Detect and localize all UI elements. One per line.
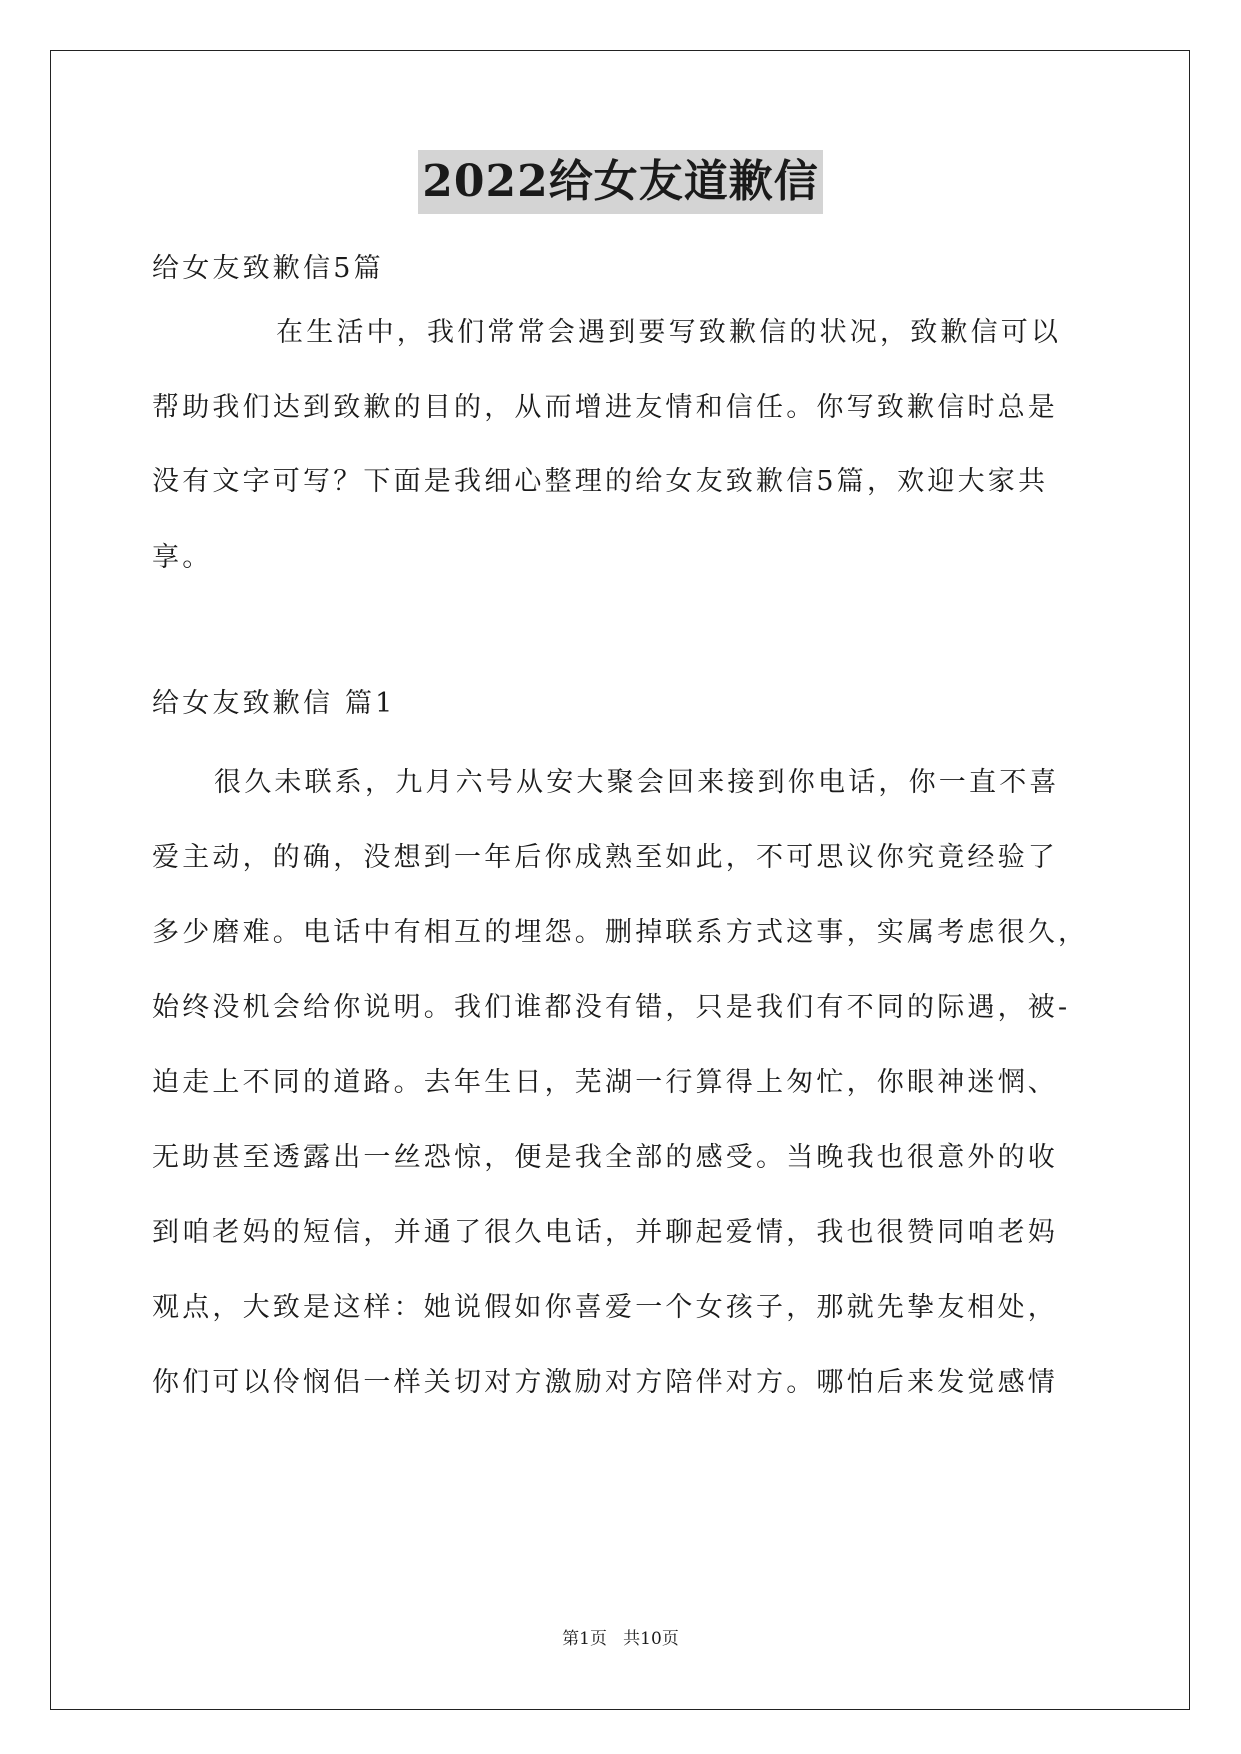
intro-line-4: 享。 xyxy=(152,542,213,573)
document-title-text: 2022给女友道歉信 xyxy=(418,150,822,214)
subtitle: 给女友致歉信5篇 xyxy=(152,253,384,284)
body-line-4: 始终没机会给你说明。我们谁都没有错，只是我们有不同的际遇，被- xyxy=(152,992,1071,1023)
page-border xyxy=(50,50,1190,1710)
body-line-7: 到咱老妈的短信，并通了很久电话，并聊起爱情，我也很赞同咱老妈 xyxy=(152,1217,1058,1248)
intro-line-1: 在生活中，我们常常会遇到要写致歉信的状况，致歉信可以 xyxy=(276,317,1062,348)
body-line-3: 多少磨难。电话中有相互的埋怨。删掉联系方式这事，实属考虑很久， xyxy=(152,917,1089,948)
body-line-8: 观点，大致是这样：她说假如你喜爱一个女孩子，那就先挚友相处， xyxy=(152,1292,1058,1323)
section-heading: 给女友致歉信 篇1 xyxy=(152,688,396,719)
body-line-2: 爱主动，的确，没想到一年后你成熟至如此，不可思议你究竟经验了 xyxy=(152,842,1058,873)
body-line-1: 很久未联系，九月六号从安大聚会回来接到你电话，你一直不喜 xyxy=(214,767,1060,798)
intro-line-2: 帮助我们达到致歉的目的，从而增进友情和信任。你写致歉信时总是 xyxy=(152,392,1058,423)
page-number-footer: 第1页 共10页 xyxy=(562,1629,679,1649)
document-title xyxy=(0,150,1241,214)
body-line-5: 迫走上不同的道路。去年生日，芜湖一行算得上匆忙，你眼神迷惘、 xyxy=(152,1067,1058,1098)
body-line-6: 无助甚至透露出一丝恐惊，便是我全部的感受。当晚我也很意外的收 xyxy=(152,1142,1058,1173)
intro-line-3: 没有文字可写？下面是我细心整理的给女友致歉信5篇，欢迎大家共 xyxy=(152,466,1049,497)
body-line-9: 你们可以伶悯侣一样关切对方激励对方陪伴对方。哪怕后来发觉感情 xyxy=(152,1367,1058,1398)
